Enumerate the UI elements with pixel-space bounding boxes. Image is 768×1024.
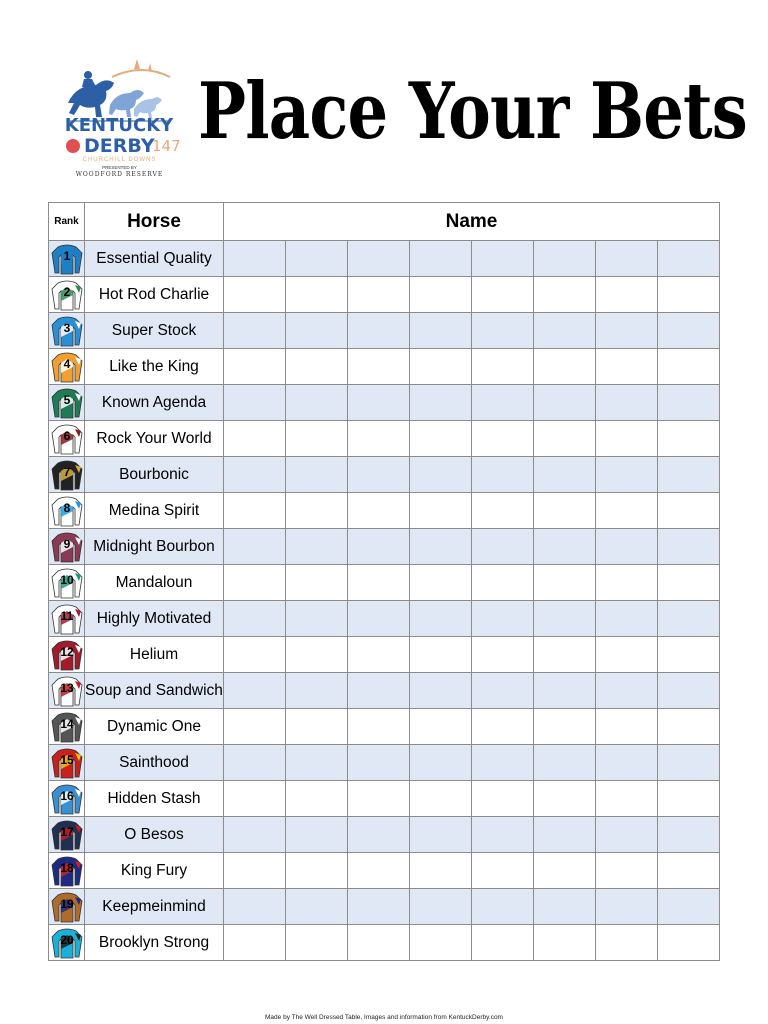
rank-number: 13 [60,681,74,695]
name-entry-cell[interactable] [596,637,658,673]
page-title: Place Your Bets [198,66,747,157]
name-entry-cell[interactable] [472,889,534,925]
horse-name: O Besos [85,817,224,853]
name-entry-cell[interactable] [286,529,348,565]
name-entry-cell[interactable] [286,853,348,889]
name-entry-cell[interactable] [286,277,348,313]
name-entry-cell[interactable] [658,277,720,313]
name-entry-cell[interactable] [224,241,286,277]
name-entry-cell[interactable] [596,385,658,421]
name-entry-cell[interactable] [286,637,348,673]
horse-name: King Fury [85,853,224,889]
name-entry-cell[interactable] [596,601,658,637]
name-entry-cell[interactable] [534,385,596,421]
name-entry-cell[interactable] [472,637,534,673]
horse-name: Known Agenda [85,385,224,421]
name-entry-cell[interactable] [534,565,596,601]
name-entry-cell[interactable] [658,493,720,529]
table-row [49,709,720,745]
name-entry-cell[interactable] [224,817,286,853]
name-entry-cell[interactable] [224,349,286,385]
table-row [49,565,720,601]
name-entry-cell[interactable] [596,925,658,961]
name-entry-cell[interactable] [472,601,534,637]
name-entry-cell[interactable] [658,925,720,961]
name-entry-cell[interactable] [658,241,720,277]
rank-cell [49,349,85,385]
logo-edition: 147 [152,137,181,155]
rank-cell [49,277,85,313]
name-entry-cell[interactable] [348,385,410,421]
name-entry-cell[interactable] [410,565,472,601]
name-entry-cell[interactable] [596,493,658,529]
rank-cell [49,637,85,673]
table-row [49,853,720,889]
rose-icon [66,139,80,153]
name-entry-cell[interactable] [348,889,410,925]
name-entry-cell[interactable] [286,817,348,853]
table-row [49,925,720,961]
name-entry-cell[interactable] [348,421,410,457]
name-entry-cell[interactable] [534,601,596,637]
name-entry-cell[interactable] [348,241,410,277]
name-entry-cell[interactable] [348,709,410,745]
name-entry-cell[interactable] [410,241,472,277]
rank-cell [49,313,85,349]
rank-number: 20 [60,933,74,947]
kentucky-derby-logo [62,55,181,180]
name-entry-cell[interactable] [286,385,348,421]
name-entry-cell[interactable] [224,637,286,673]
name-entry-cell[interactable] [410,385,472,421]
name-entry-cell[interactable] [472,385,534,421]
name-entry-cell[interactable] [410,925,472,961]
name-entry-cell[interactable] [658,349,720,385]
name-entry-cell[interactable] [410,745,472,781]
rank-cell [49,925,85,961]
horse-name: Midnight Bourbon [85,529,224,565]
name-entry-cell[interactable] [224,565,286,601]
table-row [49,889,720,925]
name-entry-cell[interactable] [658,709,720,745]
name-entry-cell[interactable] [534,493,596,529]
rank-number: 8 [63,501,71,515]
name-entry-cell[interactable] [472,745,534,781]
name-entry-cell[interactable] [596,313,658,349]
horse-name: Highly Motivated [85,601,224,637]
name-entry-cell[interactable] [534,781,596,817]
name-entry-cell[interactable] [348,349,410,385]
rank-cell [49,745,85,781]
table-row [49,601,720,637]
name-entry-cell[interactable] [224,493,286,529]
name-entry-cell[interactable] [472,421,534,457]
name-entry-cell[interactable] [472,817,534,853]
name-entry-cell[interactable] [224,853,286,889]
name-entry-cell[interactable] [534,637,596,673]
name-entry-cell[interactable] [286,349,348,385]
horse-name: Brooklyn Strong [85,925,224,961]
name-entry-cell[interactable] [286,745,348,781]
name-entry-cell[interactable] [534,817,596,853]
name-entry-cell[interactable] [348,817,410,853]
name-entry-cell[interactable] [658,529,720,565]
horse-name: Like the King [85,349,224,385]
name-entry-cell[interactable] [534,853,596,889]
name-entry-cell[interactable] [658,457,720,493]
table-row [49,457,720,493]
name-header: Name [224,203,720,241]
name-entry-cell[interactable] [596,745,658,781]
name-entry-cell[interactable] [286,889,348,925]
rank-number: 11 [60,609,74,623]
name-entry-cell[interactable] [596,817,658,853]
name-entry-cell[interactable] [534,925,596,961]
name-entry-cell[interactable] [596,673,658,709]
horse-name: Soup and Sandwich [85,673,224,709]
name-entry-cell[interactable] [286,673,348,709]
name-entry-cell[interactable] [658,565,720,601]
table-row [49,349,720,385]
name-entry-cell[interactable] [410,817,472,853]
name-entry-cell[interactable] [348,745,410,781]
horse-name: Sainthood [85,745,224,781]
rank-number: 3 [63,321,71,335]
name-entry-cell[interactable] [286,313,348,349]
horse-header: Horse [85,203,224,241]
name-entry-cell[interactable] [224,529,286,565]
name-entry-cell[interactable] [472,709,534,745]
table-row [49,493,720,529]
name-entry-cell[interactable] [596,349,658,385]
name-entry-cell[interactable] [472,277,534,313]
name-entry-cell[interactable] [224,385,286,421]
name-entry-cell[interactable] [410,457,472,493]
name-entry-cell[interactable] [472,673,534,709]
name-entry-cell[interactable] [658,853,720,889]
table-row [49,745,720,781]
rank-cell [49,853,85,889]
name-entry-cell[interactable] [658,385,720,421]
name-entry-cell[interactable] [410,637,472,673]
name-entry-cell[interactable] [472,241,534,277]
name-entry-cell[interactable] [596,889,658,925]
footer-credit: Made by The Well Dressed Table, Images and information from KentuckDerby.com [265,1014,503,1021]
rank-number: 6 [63,429,71,443]
name-entry-cell[interactable] [286,601,348,637]
name-entry-cell[interactable] [472,853,534,889]
rank-cell [49,457,85,493]
name-entry-cell[interactable] [410,709,472,745]
name-entry-cell[interactable] [224,421,286,457]
rank-cell [49,421,85,457]
name-entry-cell[interactable] [658,745,720,781]
name-entry-cell[interactable] [658,313,720,349]
name-entry-cell[interactable] [348,529,410,565]
name-entry-cell[interactable] [348,457,410,493]
name-entry-cell[interactable] [596,565,658,601]
rank-number: 9 [63,537,71,551]
table-row [49,313,720,349]
name-entry-cell[interactable] [286,781,348,817]
rank-number: 18 [60,861,74,875]
rank-number: 10 [60,573,74,587]
rank-number: 14 [60,717,74,731]
rank-number: 5 [63,393,71,407]
name-entry-cell[interactable] [596,709,658,745]
name-entry-cell[interactable] [410,529,472,565]
rank-cell [49,781,85,817]
name-entry-cell[interactable] [472,781,534,817]
name-entry-cell[interactable] [286,925,348,961]
rank-number: 15 [60,753,74,767]
name-entry-cell[interactable] [534,241,596,277]
rank-cell [49,601,85,637]
table-row [49,385,720,421]
name-entry-cell[interactable] [534,277,596,313]
table-row [49,277,720,313]
name-entry-cell[interactable] [224,457,286,493]
horse-name: Mandaloun [85,565,224,601]
name-entry-cell[interactable] [224,781,286,817]
name-entry-cell[interactable] [286,457,348,493]
rank-cell [49,493,85,529]
name-entry-cell[interactable] [596,277,658,313]
name-entry-cell[interactable] [472,349,534,385]
name-entry-cell[interactable] [286,421,348,457]
name-entry-cell[interactable] [410,781,472,817]
rank-cell [49,673,85,709]
rank-number: 16 [60,789,74,803]
table-row [49,421,720,457]
name-entry-cell[interactable] [410,349,472,385]
rank-cell [49,565,85,601]
rank-number: 2 [63,285,71,299]
horse-name: Bourbonic [85,457,224,493]
name-entry-cell[interactable] [472,493,534,529]
rank-number: 12 [60,645,74,659]
name-entry-cell[interactable] [658,601,720,637]
table-row [49,817,720,853]
rank-number: 17 [60,825,74,839]
table-row [49,781,720,817]
rank-cell [49,889,85,925]
horse-name: Dynamic One [85,709,224,745]
rank-cell [49,529,85,565]
name-entry-cell[interactable] [596,853,658,889]
horse-name: Rock Your World [85,421,224,457]
horse-name: Essential Quality [85,241,224,277]
name-entry-cell[interactable] [472,529,534,565]
logo-venue: CHURCHILL DOWNS [82,157,157,163]
name-entry-cell[interactable] [472,457,534,493]
name-entry-cell[interactable] [596,241,658,277]
name-entry-cell[interactable] [596,529,658,565]
name-entry-cell[interactable] [224,925,286,961]
logo-line1: KENTUCKY [64,115,174,136]
name-entry-cell[interactable] [224,601,286,637]
name-entry-cell[interactable] [472,925,534,961]
name-entry-cell[interactable] [286,493,348,529]
name-entry-cell[interactable] [596,421,658,457]
name-entry-cell[interactable] [658,673,720,709]
name-entry-cell[interactable] [534,457,596,493]
name-entry-cell[interactable] [348,781,410,817]
rank-cell [49,709,85,745]
name-entry-cell[interactable] [410,889,472,925]
name-entry-cell[interactable] [534,421,596,457]
rank-number: 19 [60,897,74,911]
logo-sponsor: WOODFORD RESERVE [75,171,164,178]
name-entry-cell[interactable] [410,277,472,313]
name-entry-cell[interactable] [224,745,286,781]
name-entry-cell[interactable] [534,709,596,745]
horse-name: Hidden Stash [85,781,224,817]
name-entry-cell[interactable] [410,673,472,709]
name-entry-cell[interactable] [410,601,472,637]
rank-number: 1 [63,249,71,263]
name-entry-cell[interactable] [534,889,596,925]
name-entry-cell[interactable] [472,565,534,601]
name-entry-cell[interactable] [658,889,720,925]
name-entry-cell[interactable] [658,637,720,673]
table-row [49,673,720,709]
name-entry-cell[interactable] [410,493,472,529]
horse-name: Medina Spirit [85,493,224,529]
name-entry-cell[interactable] [286,565,348,601]
name-entry-cell[interactable] [348,673,410,709]
name-entry-cell[interactable] [224,313,286,349]
name-entry-cell[interactable] [658,421,720,457]
name-entry-cell[interactable] [534,673,596,709]
name-entry-cell[interactable] [224,673,286,709]
rank-header: Rank [49,203,85,241]
table-row [49,529,720,565]
name-entry-cell[interactable] [534,349,596,385]
name-entry-cell[interactable] [348,493,410,529]
name-entry-cell[interactable] [286,709,348,745]
name-entry-cell[interactable] [348,637,410,673]
name-entry-cell[interactable] [348,601,410,637]
name-entry-cell[interactable] [472,313,534,349]
horse-name: Keepmeinmind [85,889,224,925]
name-entry-cell[interactable] [658,817,720,853]
name-entry-cell[interactable] [348,925,410,961]
logo-line2: DERBY [84,135,155,157]
name-entry-cell[interactable] [410,421,472,457]
horse-name: Super Stock [85,313,224,349]
name-entry-cell[interactable] [596,457,658,493]
rank-number: 7 [63,465,71,479]
name-entry-cell[interactable] [224,277,286,313]
horse-name: Helium [85,637,224,673]
name-entry-cell[interactable] [534,313,596,349]
table-header-row [49,203,720,241]
horse-name: Hot Rod Charlie [85,277,224,313]
name-entry-cell[interactable] [224,709,286,745]
name-entry-cell[interactable] [410,313,472,349]
name-entry-cell[interactable] [596,781,658,817]
name-entry-cell[interactable] [410,853,472,889]
logo-derby-row [64,135,181,157]
rank-cell [49,385,85,421]
name-entry-cell[interactable] [286,241,348,277]
table-row [49,637,720,673]
name-entry-cell[interactable] [348,853,410,889]
name-entry-cell[interactable] [534,745,596,781]
rank-number: 4 [63,357,71,371]
logo-presented: PRESENTED BY [102,165,137,170]
name-entry-cell[interactable] [348,313,410,349]
name-entry-cell[interactable] [658,781,720,817]
betting-table [48,202,720,961]
name-entry-cell[interactable] [224,889,286,925]
rank-cell [49,817,85,853]
name-entry-cell[interactable] [534,529,596,565]
table-row [49,241,720,277]
name-entry-cell[interactable] [348,277,410,313]
rank-cell [49,241,85,277]
name-entry-cell[interactable] [348,565,410,601]
